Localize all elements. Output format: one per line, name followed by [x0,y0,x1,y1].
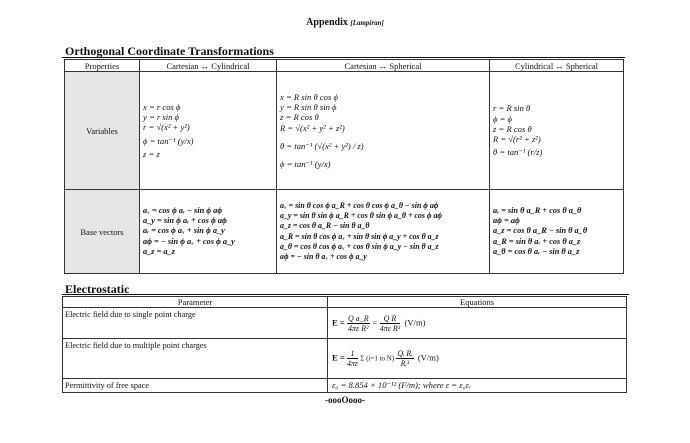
equation: x = R sin θ cos ϕ [280,91,338,102]
equation: aϕ = aϕ [493,216,520,226]
unit: (V/m) [404,316,426,327]
denominator: 4πε [346,359,359,368]
equation-cell: ε₀ = 8.854 × 10⁻¹² (F/m); where ε = ε₀εᵣ [328,379,627,393]
footer-mark: -oooOooo- [325,395,365,405]
header-cyl-sph: Cylindrical ↔ Spherical [490,60,624,72]
parameter-label: Permittivity of free space [63,379,328,393]
denominator: 4πε R² [348,323,369,333]
equation: R = √(r² + z²) [493,134,541,145]
unit: (V/m) [417,352,439,363]
table-row-base-vectors [65,190,624,274]
numerator: Q R [380,314,400,324]
section-rule [62,294,629,295]
numerator: 1 [347,349,358,359]
equation: z = z [143,148,160,159]
transformation-table [64,59,624,274]
equation: a_R = sin θ aᵣ + cos θ a_z [493,236,581,246]
equation: a_R = sin θ cos ϕ aₓ + sin θ sin ϕ a_y + cos θ a_z [280,231,439,241]
section-rule [62,57,625,58]
row-label: Base vectors [65,190,140,274]
equation: x = r cos ϕ [143,101,181,112]
table-row-variables [65,72,624,190]
section-title-electrostatic: Electrostatic [65,282,130,296]
equation: θ = tan⁻¹ (r/z) [493,147,543,158]
appendix-heading [0,17,690,28]
cell-cyl-sph-base [490,190,624,274]
header-parameter: Parameter [63,297,328,308]
equation: z = R cos θ [280,112,319,123]
fraction [396,349,413,368]
appendix-subtitle: [Lampiran] [350,19,384,27]
equation-lhs: E = [332,316,345,327]
summation: Σ (i=1 to N) [360,354,395,363]
header-cart-sph: Cartesian ↔ Spherical [277,60,490,72]
equation: a_θ = cos θ aᵣ − sin θ a_z [493,246,580,256]
equation: a_z = cos θ a_R − sin θ a_θ [493,226,588,236]
fraction [347,349,358,368]
equation: a_y = sin θ sin ϕ a_R + cos θ sin ϕ a_θ + cos ϕ aϕ [280,211,442,221]
equation: r = √(x² + y²) [143,122,190,133]
equation: ϕ = ϕ [493,113,512,124]
table-header-row [63,297,627,308]
equation: aϕ = − sin θ aₓ + cos ϕ a_y [280,251,367,261]
equation: aᵣ = sin θ a_R + cos θ a_θ [493,205,582,215]
equation: y = r sin ϕ [143,112,180,123]
equation: z = R cos θ [493,123,532,134]
equation: a_z = cos θ a_R − sin θ a_θ [280,221,370,231]
parameter-label: Electric field due to single point charge [63,308,328,339]
denominator: 4πε R³ [379,323,401,333]
denominator: Rᵢ³ [400,359,410,368]
equation: R = √(x² + y² + z²) [280,122,345,133]
equation: r = R sin θ [493,103,531,114]
header-properties: Properties [65,60,140,72]
equation: aϕ = − sin ϕ aₓ + cos ϕ a_y [143,236,235,246]
cell-cart-sph-variables [277,72,490,190]
parameter-label: Electric field due to multiple point charges [63,339,328,379]
cell-cart-cyl-base [140,190,277,274]
equation: a_y = sin ϕ aᵣ + cos ϕ aϕ [143,216,227,226]
equation-cell [328,339,627,379]
header-cart-cyl: Cartesian ↔ Cylindrical [140,60,277,72]
section-title-transformations: Orthogonal Coordinate Transformations [65,44,274,58]
equation-lhs: E = [332,352,345,363]
cell-cart-cyl-variables [140,72,277,190]
cell-cyl-sph-variables [490,72,624,190]
numerator: Qᵢ Rᵢ [397,349,413,358]
cell-cart-sph-base [277,190,490,274]
table-row [63,308,627,339]
fraction [380,314,400,333]
equation: aᵣ = cos ϕ aₓ + sin ϕ a_y [143,226,225,236]
equation: θ = tan⁻¹ (√(x² + y²) / z) [280,140,364,151]
fraction [347,314,370,333]
table-row [63,379,627,393]
equation-cell [328,308,627,339]
equation: a_z = a_z [143,246,175,256]
equals: = [371,316,378,327]
row-label: Variables [65,72,140,190]
electrostatic-table [62,296,627,393]
equation: ϕ = tan⁻¹ (y/x) [280,158,331,169]
table-header-row [65,60,624,72]
equation: y = R sin θ sin ϕ [280,102,337,113]
equation: aₓ = sin θ cos ϕ a_R + cos θ cos ϕ a_θ − sin ϕ aϕ [280,200,439,210]
header-equations: Equations [328,297,627,308]
numerator: Q a_R [347,313,369,323]
appendix-title: Appendix [306,17,348,28]
equation: a_θ = cos θ cos ϕ aₓ + cos θ sin ϕ a_y − sin θ a_z [280,241,439,251]
equation: ϕ = tan⁻¹ (y/x) [143,135,194,146]
equation: aₓ = cos ϕ aᵣ − sin ϕ aϕ [143,205,223,215]
table-row [63,339,627,379]
